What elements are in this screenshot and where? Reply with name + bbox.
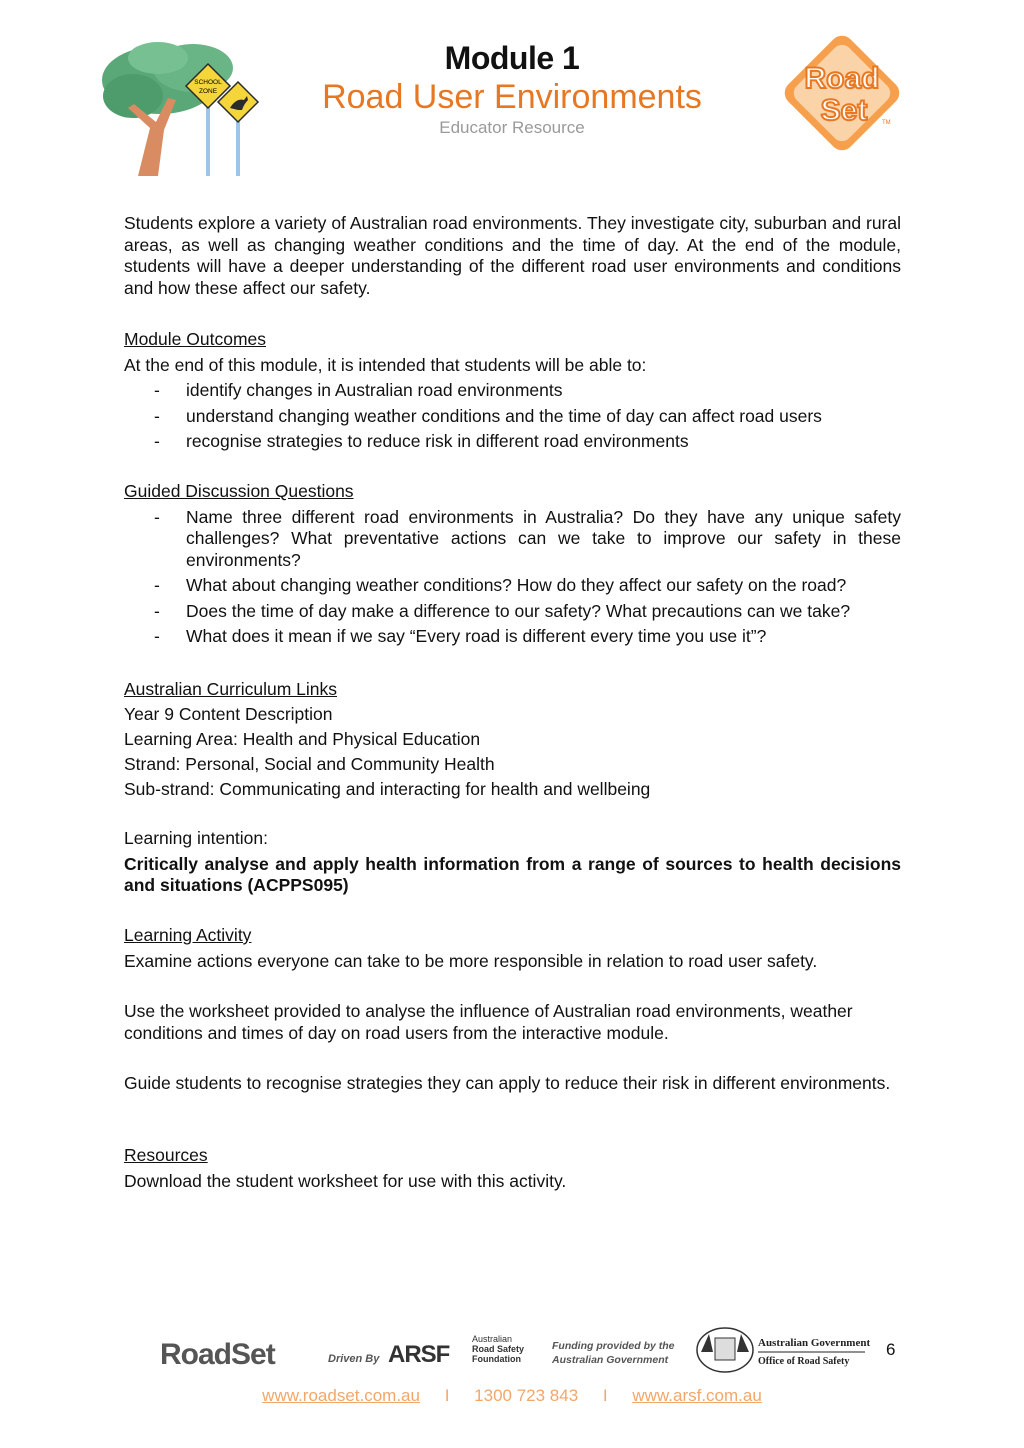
gov-logo-line: Office of Road Safety <box>758 1356 850 1367</box>
learning-activity-heading: Learning Activity <box>124 925 252 945</box>
module-outcomes-list <box>124 380 901 453</box>
funding-text: Australian Government <box>552 1354 669 1366</box>
resources-heading: Resources <box>124 1145 208 1165</box>
list-item: - identify changes in Australian road environments <box>124 380 901 402</box>
sign-zone-text: ZONE <box>198 88 218 95</box>
coat-of-arms-icon <box>697 1328 753 1372</box>
roadset-badge-logo <box>772 24 912 162</box>
list-item: - Name three different road environments in Australia? Do they have any unique safety challenges? What preventative actions can we take to improve our safety in these environments? <box>124 507 901 572</box>
arsf-logo-line: Road Safety <box>472 1344 525 1354</box>
tree-with-road-signs-illustration <box>98 38 268 176</box>
badge-word-road: Road <box>804 62 880 95</box>
curriculum-line: Sub-strand: Communicating and interacting for health and wellbeing <box>124 779 651 799</box>
footer-contact-bar <box>0 1386 1024 1406</box>
arsf-website-link[interactable]: www.arsf.com.au <box>632 1386 762 1405</box>
discussion-section <box>124 481 901 652</box>
module-outcomes-section <box>124 329 901 457</box>
arsf-logo-mark: ARSF <box>388 1341 450 1368</box>
phone-number: 1300 723 843 <box>474 1386 579 1405</box>
module-outcomes-lead: At the end of this module, it is intended that students will be able to: <box>124 354 647 375</box>
resources-section <box>124 1145 901 1192</box>
list-item: - Does the time of day make a difference to our safety? What precautions can we take? <box>124 601 901 623</box>
list-item: - What about changing weather conditions? How do they affect our safety on the road? <box>124 575 901 597</box>
badge-trademark: TM <box>882 120 891 126</box>
funding-text: Funding provided by the <box>552 1340 675 1352</box>
footer-logo-strip <box>160 1322 872 1382</box>
driven-by-label: Driven By <box>328 1353 380 1365</box>
arsf-logo-line: Foundation <box>472 1354 521 1364</box>
page-title: Module 1 <box>444 40 580 76</box>
footer-separator: I <box>444 1386 450 1405</box>
learning-activity-paragraph: Examine actions everyone can take to be more responsible in relation to road user safety. <box>124 950 818 971</box>
gov-logo-line: Australian Government <box>758 1337 871 1349</box>
roadset-footer-logo: RoadSet <box>160 1338 275 1371</box>
discussion-list <box>124 507 901 648</box>
learning-activity-section <box>124 925 901 972</box>
arsf-logo-line: Australian <box>472 1334 513 1344</box>
module-outcomes-heading: Module Outcomes <box>124 329 267 349</box>
roadset-website-link[interactable]: www.roadset.com.au <box>262 1386 420 1405</box>
badge-word-set: Set <box>820 94 868 127</box>
footer-separator: I <box>602 1386 608 1405</box>
sign-school-text: SCHOOL <box>194 79 222 86</box>
page-number: 6 <box>886 1340 896 1359</box>
curriculum-section <box>124 677 901 802</box>
intro-paragraph: Students explore a variety of Australian road environments. They investigate city, suburban and rural areas, as well as changing weather conditions and the time of day. At the end of the module, students will have a deeper understanding of the different road user environments and conditions and how these affect our safety. <box>124 213 901 298</box>
curriculum-line: Year 9 Content Description <box>124 704 333 724</box>
list-item: - understand changing weather conditions and the time of day can affect road users <box>124 406 901 428</box>
curriculum-line: Strand: Personal, Social and Community Health <box>124 754 495 774</box>
resources-text: Download the student worksheet for use with this activity. <box>124 1170 567 1191</box>
learning-intention-section <box>124 828 901 897</box>
learning-intention-label: Learning intention: <box>124 828 268 848</box>
curriculum-heading: Australian Curriculum Links <box>124 679 337 699</box>
discussion-heading: Guided Discussion Questions <box>124 481 354 501</box>
resource-label: Educator Resource <box>439 118 585 137</box>
list-item: - What does it mean if we say “Every road is different every time you use it”? <box>124 626 901 648</box>
curriculum-line: Learning Area: Health and Physical Education <box>124 729 481 749</box>
learning-intention-text: Critically analyse and apply health information from a range of sources to health decisions and situations (ACPPS095) <box>124 853 901 895</box>
learning-activity-paragraph: Use the worksheet provided to analyse the influence of Australian road environments, weather conditions and times of day on road users from the interactive module. <box>124 1001 853 1043</box>
module-subtitle: Road User Environments <box>322 78 702 116</box>
learning-activity-paragraph: Guide students to recognise strategies they can apply to reduce their risk in different environments. <box>124 1073 891 1093</box>
list-item: - recognise strategies to reduce risk in different road environments <box>124 431 901 453</box>
